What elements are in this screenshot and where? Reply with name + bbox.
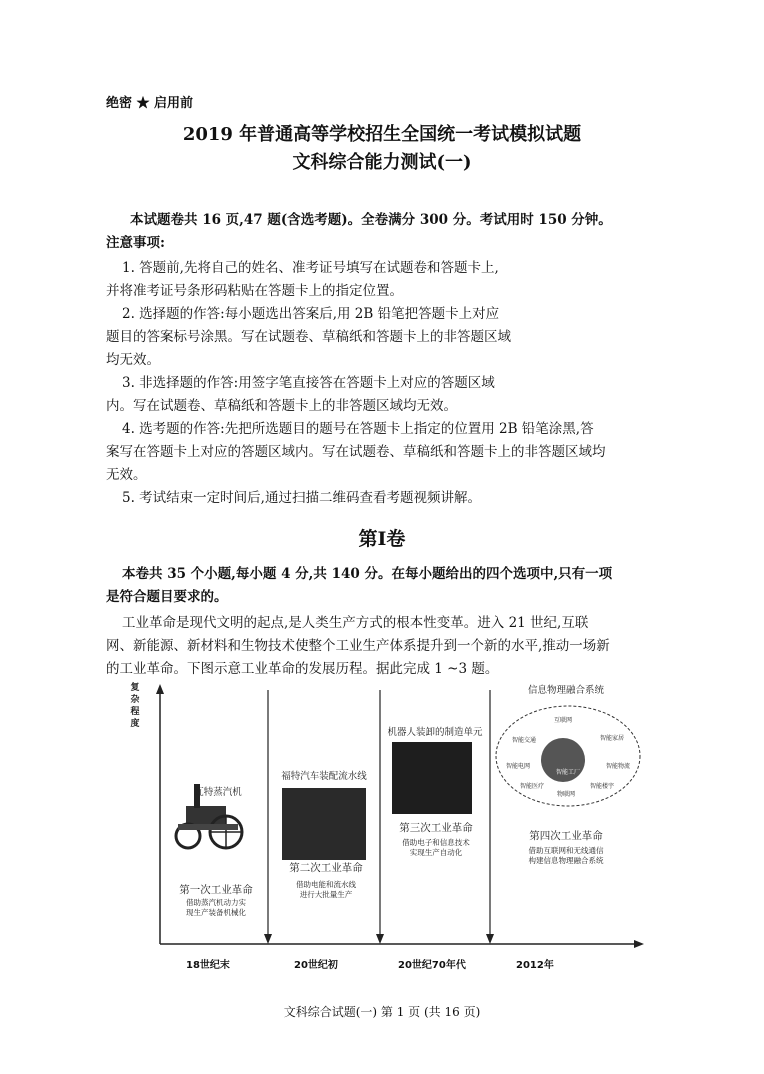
robot-cell-photo: [392, 742, 472, 814]
stage-3-desc: 借助电子和信息技术: [402, 838, 470, 847]
stage-3-desc: 实现生产自动化: [409, 848, 463, 857]
note-line: 1. 答题前,先将自己的姓名、准考证号填写在试题卷和答题卡上,: [122, 260, 499, 276]
exam-subtitle: 文科综合能力测试(一): [292, 152, 472, 173]
stage-1-picture-label: 瓦特蒸汽机: [194, 787, 242, 798]
cps-item: 智能物流: [605, 763, 630, 770]
stage-2-era: 第二次工业革命: [289, 862, 363, 874]
stage-1-desc: 现生产装备机械化: [186, 908, 246, 917]
note-line: 无效。: [106, 467, 147, 483]
cps-item: 智能工厂: [555, 769, 580, 776]
stage-4-desc: 借助互联网和无线通信: [528, 846, 604, 855]
section-title: 第Ⅰ卷: [358, 528, 406, 550]
cps-item: 智能电网: [505, 763, 530, 770]
note-line: 内。写在试题卷、草稿纸和答题卡上的非答题区域均无效。: [106, 398, 457, 414]
industrial-revolution-diagram: [108, 676, 656, 976]
note-line: 案写在答题卡上对应的答题区域内。写在试题卷、草稿纸和答题卡上的非答题区域均: [106, 444, 606, 460]
page-footer: 文科综合试题(一) 第 1 页 (共 16 页): [283, 1005, 481, 1019]
y-axis-label: 复杂程度: [130, 683, 140, 729]
notes-heading: 注意事项:: [106, 235, 165, 251]
passage-line: 的工业革命。下图示意工业革命的发展历程。据此完成 1 ~3 题。: [106, 661, 499, 677]
assembly-line-photo: [282, 788, 366, 860]
cps-item: 智能家居: [599, 735, 624, 742]
stage-2-picture-label: 福特汽车装配流水线: [281, 771, 367, 782]
note-line: 3. 非选择题的作答:用签字笔直接答在答题卡上对应的答题区域: [122, 375, 495, 391]
stage-1-desc: 借助蒸汽机动力实: [186, 898, 246, 907]
section-instruction: 是符合题目要求的。: [106, 589, 228, 605]
stage-3-picture-label: 机器人装卸的制造单元: [387, 727, 483, 738]
note-line: 5. 考试结束一定时间后,通过扫描二维码查看考题视频讲解。: [122, 490, 481, 506]
stage-4-picture-label: 信息物理融合系统: [527, 685, 604, 696]
cps-item: 智能交通: [511, 737, 536, 744]
note-line: 并将准考证号条形码粘贴在答题卡上的指定位置。: [106, 283, 403, 299]
stage-3-era: 第三次工业革命: [399, 822, 473, 834]
note-line: 均无效。: [106, 352, 160, 368]
x-label: 20世纪初: [294, 960, 338, 971]
stage-2-desc: 进行大批量生产: [299, 890, 353, 899]
passage-line: 网、新能源、新材料和生物技术使整个工业生产体系提升到一个新的水平,推动一场新: [106, 638, 610, 654]
x-label: 2012年: [516, 960, 554, 971]
exam-title: 2019 年普通高等学校招生全国统一考试模拟试题: [182, 124, 582, 145]
cps-item: 智能楼宇: [589, 783, 614, 790]
note-line: 4. 选考题的作答:先把所选题目的题号在答题卡上指定的位置用 2B 铅笔涂黑,答: [122, 421, 594, 437]
confidential-mark: 绝密 ★ 启用前: [106, 96, 194, 111]
cps-item: 物联网: [556, 791, 575, 798]
exam-summary: 本试题卷共 16 页,47 题(含选考题)。全卷满分 300 分。考试用时 150 分钟。: [130, 212, 612, 228]
stage-4-era: 第四次工业革命: [529, 830, 603, 842]
stage-4-desc: 构建信息物理融合系统: [528, 856, 604, 865]
note-line: 题目的答案标号涂黑。写在试题卷、草稿纸和答题卡上的非答题区域: [106, 329, 511, 345]
stage-2-desc: 借助电能和流水线: [296, 880, 356, 889]
section-instruction: 本卷共 35 个小题,每小题 4 分,共 140 分。在每小题给出的四个选项中,只有一项: [122, 566, 613, 582]
x-label: 20世纪70年代: [398, 960, 466, 971]
note-line: 2. 选择题的作答:每小题选出答案后,用 2B 铅笔把答题卡上对应: [122, 306, 500, 322]
cps-item: 互联网: [553, 717, 572, 724]
passage-line: 工业革命是现代文明的起点,是人类生产方式的根本性变革。进入 21 世纪,互联: [122, 615, 589, 631]
stage-1-era: 第一次工业革命: [179, 884, 253, 896]
cps-item: 智能医疗: [519, 783, 544, 790]
x-label: 18世纪末: [186, 960, 230, 971]
